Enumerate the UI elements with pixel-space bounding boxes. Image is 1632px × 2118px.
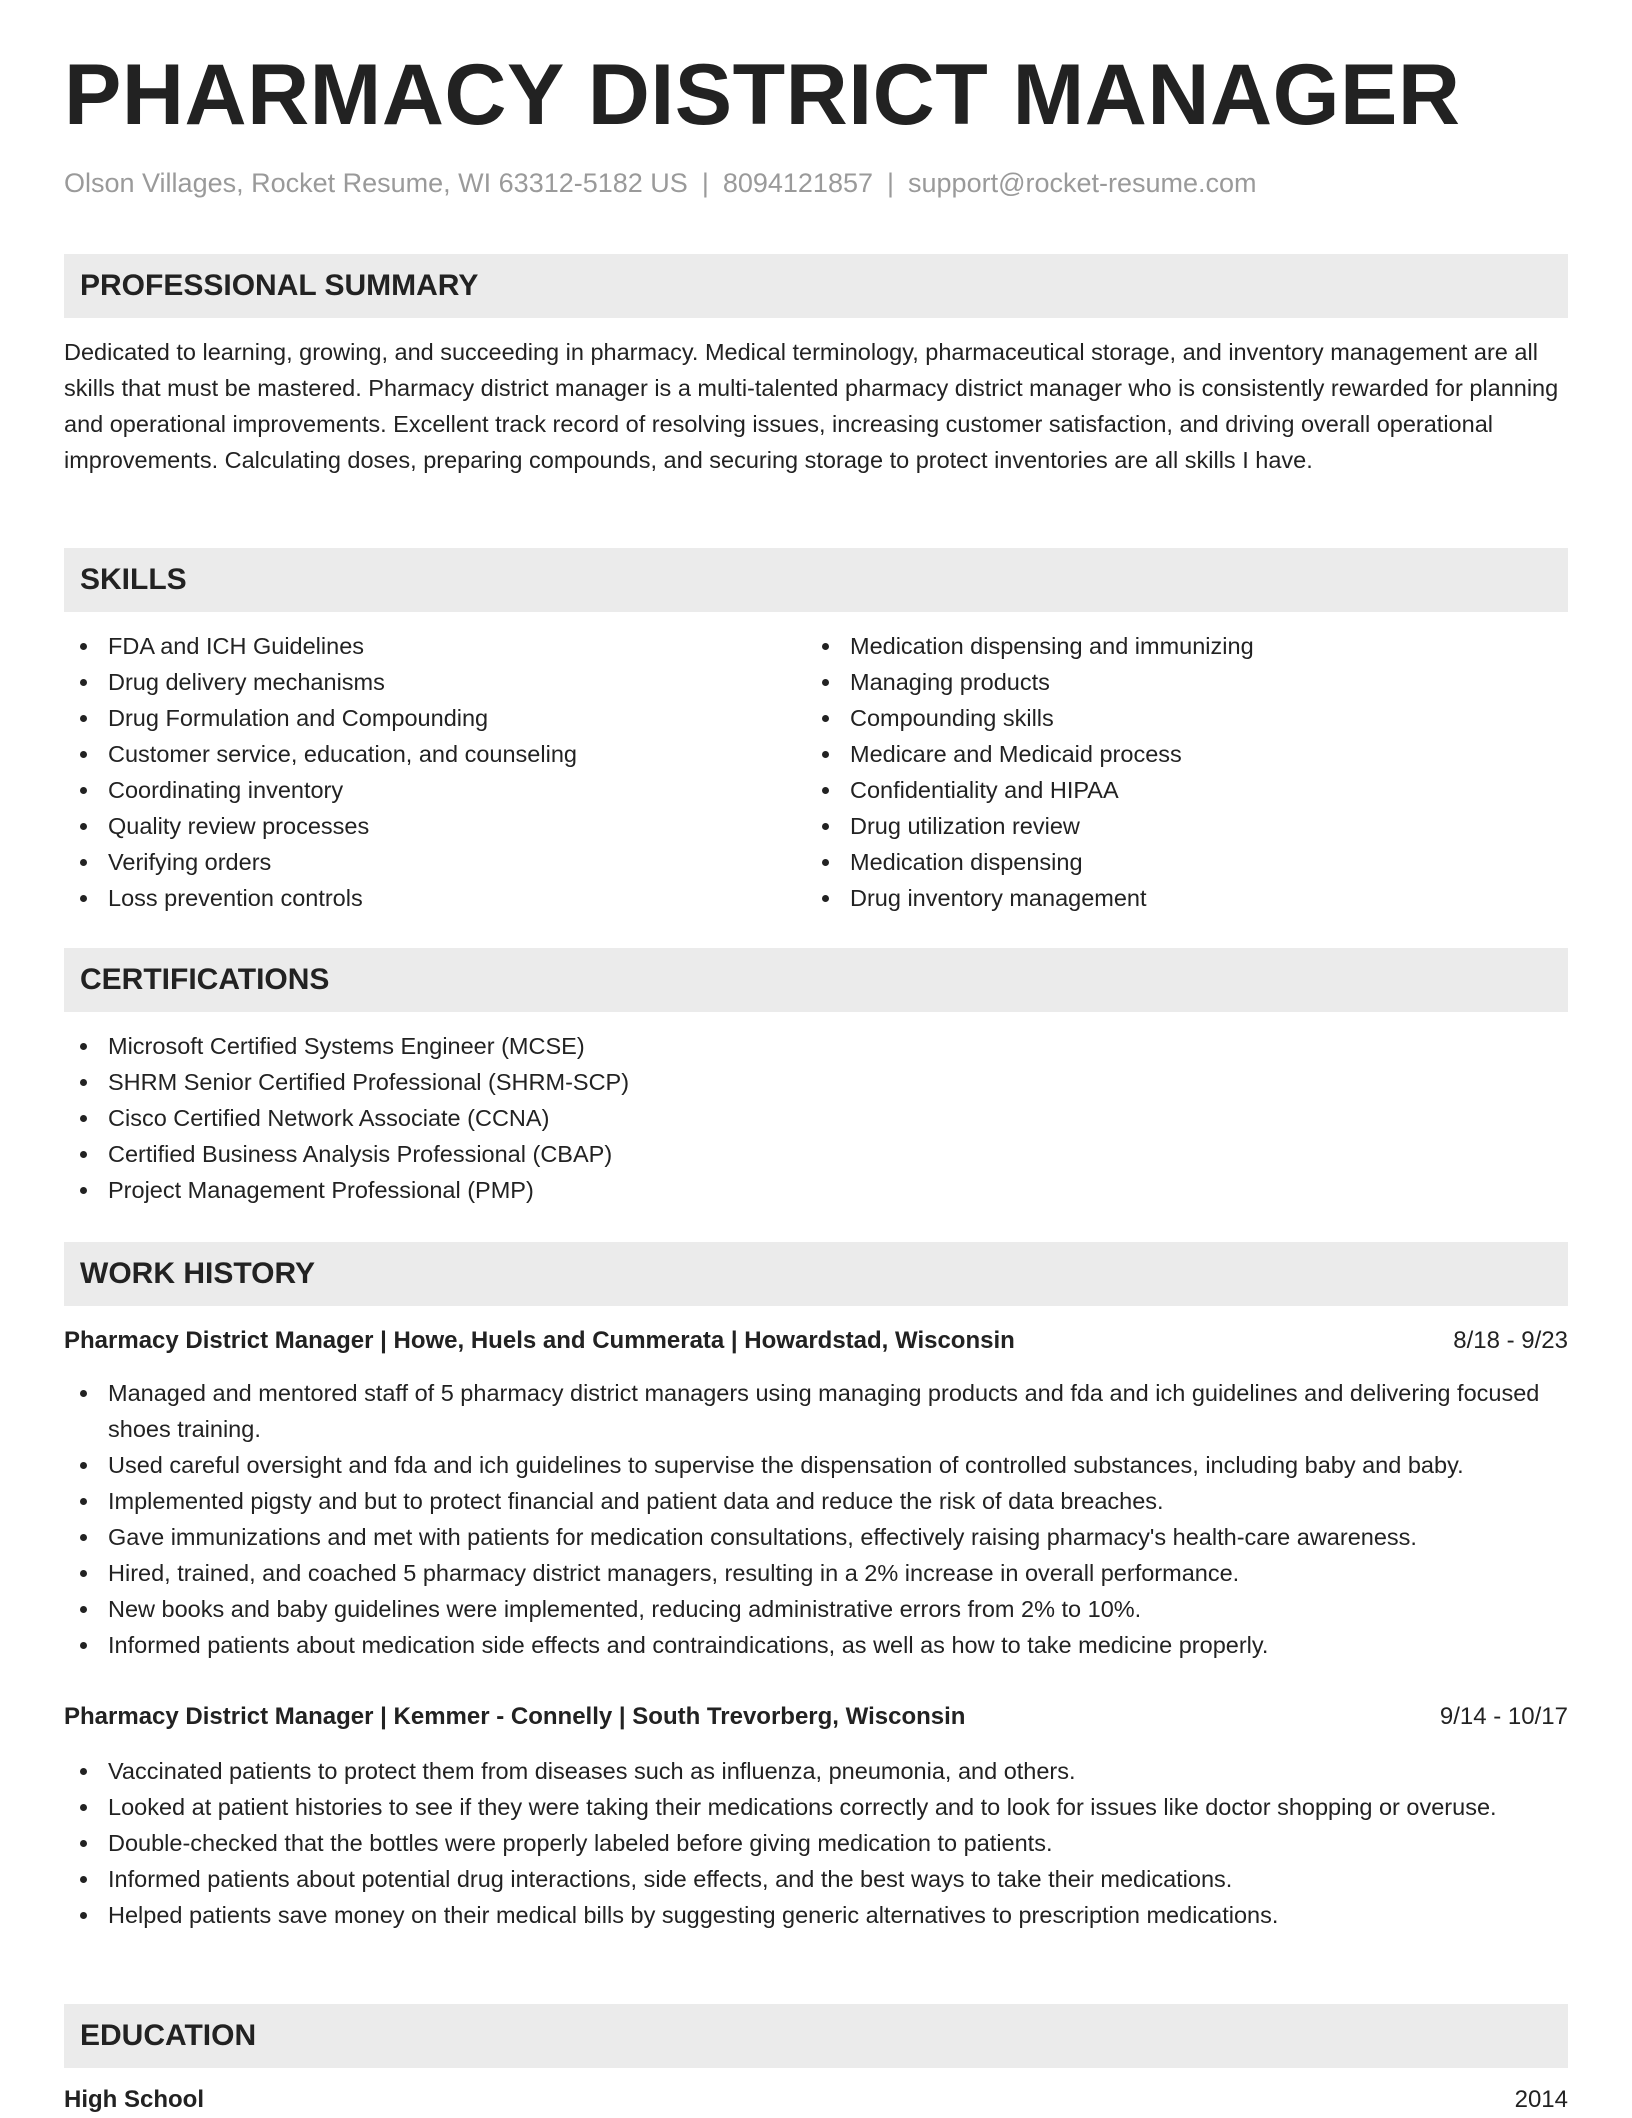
- job-duty-item: Looked at patient histories to see if they were taking their medications correctly and to look for issues like doctor shopping or overuse.: [64, 1789, 1568, 1825]
- job-duty-item: Implemented pigsty and but to protect financial and patient data and reduce the risk of data breaches.: [64, 1483, 1568, 1519]
- skill-item: Loss prevention controls: [64, 880, 806, 916]
- job-duty-item: New books and baby guidelines were implemented, reducing administrative errors from 2% to 10%.: [64, 1591, 1568, 1627]
- job-dates: 8/18 - 9/23: [1453, 1327, 1568, 1354]
- skills-section-header: [64, 548, 1568, 612]
- job-duty-item: Used careful oversight and fda and ich guidelines to supervise the dispensation of controlled substances, including baby and baby.: [64, 1447, 1568, 1483]
- job-dates: 9/14 - 10/17: [1439, 1703, 1568, 1730]
- certification-item: SHRM Senior Certified Professional (SHRM-SCP): [64, 1064, 1568, 1100]
- job-duty-item: Vaccinated patients to protect them from diseases such as influenza, pneumonia, and others.: [64, 1753, 1568, 1789]
- skills-heading: SKILLS: [80, 563, 187, 596]
- skill-item: Confidentiality and HIPAA: [806, 772, 1548, 808]
- skill-item: Managing products: [806, 664, 1548, 700]
- job-duty-item: Hired, trained, and coached 5 pharmacy district managers, resulting in a 2% increase in overall performance.: [64, 1555, 1568, 1591]
- skill-item: Drug inventory management: [806, 880, 1548, 916]
- job-duty-item: Informed patients about potential drug interactions, side effects, and the best ways to take their medications.: [64, 1861, 1568, 1897]
- skills-column-left: [64, 628, 806, 916]
- contact-line: [64, 168, 1257, 199]
- job-title: Pharmacy District Manager | Howe, Huels and Cummerata | Howardstad, Wisconsin: [64, 1327, 1015, 1354]
- job-duty-item: Helped patients save money on their medical bills by suggesting generic alternatives to prescription medications.: [64, 1897, 1568, 1933]
- certification-item: Cisco Certified Network Associate (CCNA): [64, 1100, 1568, 1136]
- certifications-section-header: [64, 948, 1568, 1012]
- skill-item: Medicare and Medicaid process: [806, 736, 1548, 772]
- skill-item: Coordinating inventory: [64, 772, 806, 808]
- work-history-section-header: [64, 1242, 1568, 1306]
- job-header: [64, 1323, 1568, 1359]
- contact-phone: 8094121857: [722, 168, 873, 198]
- job-duty-item: Gave immunizations and met with patients for medication consultations, effectively raising pharmacy's health-care awareness.: [64, 1519, 1568, 1555]
- skill-item: Medication dispensing: [806, 844, 1548, 880]
- certification-item: Microsoft Certified Systems Engineer (MCSE): [64, 1028, 1568, 1064]
- job-duty-item: Double-checked that the bottles were properly labeled before giving medication to patients.: [64, 1825, 1568, 1861]
- job-title: Pharmacy District Manager | Kemmer - Connelly | South Trevorberg, Wisconsin: [64, 1703, 966, 1730]
- job-duties: [64, 1375, 1568, 1663]
- skill-item: Quality review processes: [64, 808, 806, 844]
- certifications-list: [64, 1028, 1568, 1208]
- summary-text: Dedicated to learning, growing, and succeeding in pharmacy. Medical terminology, pharmaceutical storage, and inventory management are all skills that must be mastered. Pharmacy district manager is a multi-talented pharmacy district manager who is consistently rewarded for planning and operational improvements. Excellent track record of resolving issues, increasing customer satisfaction, and driving overall operational improvements. Calculating doses, preparing compounds, and securing storage to protect inventories are all skills I have.: [64, 339, 1559, 473]
- work-history-heading: WORK HISTORY: [80, 1257, 316, 1290]
- job-header: [64, 1699, 1568, 1735]
- skill-item: Drug utilization review: [806, 808, 1548, 844]
- summary-section-header: [64, 254, 1568, 318]
- summary-heading: PROFESSIONAL SUMMARY: [80, 269, 479, 302]
- contact-email: support@rocket-resume.com: [908, 168, 1257, 198]
- contact-separator: |: [887, 168, 895, 198]
- certifications-heading: CERTIFICATIONS: [80, 963, 330, 996]
- skill-item: Drug Formulation and Compounding: [64, 700, 806, 736]
- job-duties: [64, 1753, 1568, 1933]
- skills-column-right: [806, 628, 1548, 916]
- skill-item: Drug delivery mechanisms: [64, 664, 806, 700]
- skill-item: FDA and ICH Guidelines: [64, 628, 806, 664]
- education-school: High School: [64, 2086, 204, 2113]
- contact-separator: |: [701, 168, 709, 198]
- skill-item: Compounding skills: [806, 700, 1548, 736]
- education-heading: EDUCATION: [80, 2019, 257, 2052]
- skill-item: Customer service, education, and counseling: [64, 736, 806, 772]
- skill-item: Verifying orders: [64, 844, 806, 880]
- education-section-header: [64, 2004, 1568, 2068]
- skill-item: Medication dispensing and immunizing: [806, 628, 1548, 664]
- job-duty-item: Managed and mentored staff of 5 pharmacy district managers using managing products and fda and ich guidelines and delivering focused shoes training.: [64, 1375, 1568, 1447]
- job-duty-item: Informed patients about medication side effects and contraindications, as well as how to take medicine properly.: [64, 1627, 1568, 1663]
- education-row: [64, 2082, 1568, 2118]
- certification-item: Certified Business Analysis Professional (CBAP): [64, 1136, 1568, 1172]
- certification-item: Project Management Professional (PMP): [64, 1172, 1568, 1208]
- education-year: 2014: [1514, 2086, 1568, 2113]
- contact-address: Olson Villages, Rocket Resume, WI 63312-5182 US: [64, 168, 688, 198]
- page-title: PHARMACY DISTRICT MANAGER: [64, 47, 1461, 143]
